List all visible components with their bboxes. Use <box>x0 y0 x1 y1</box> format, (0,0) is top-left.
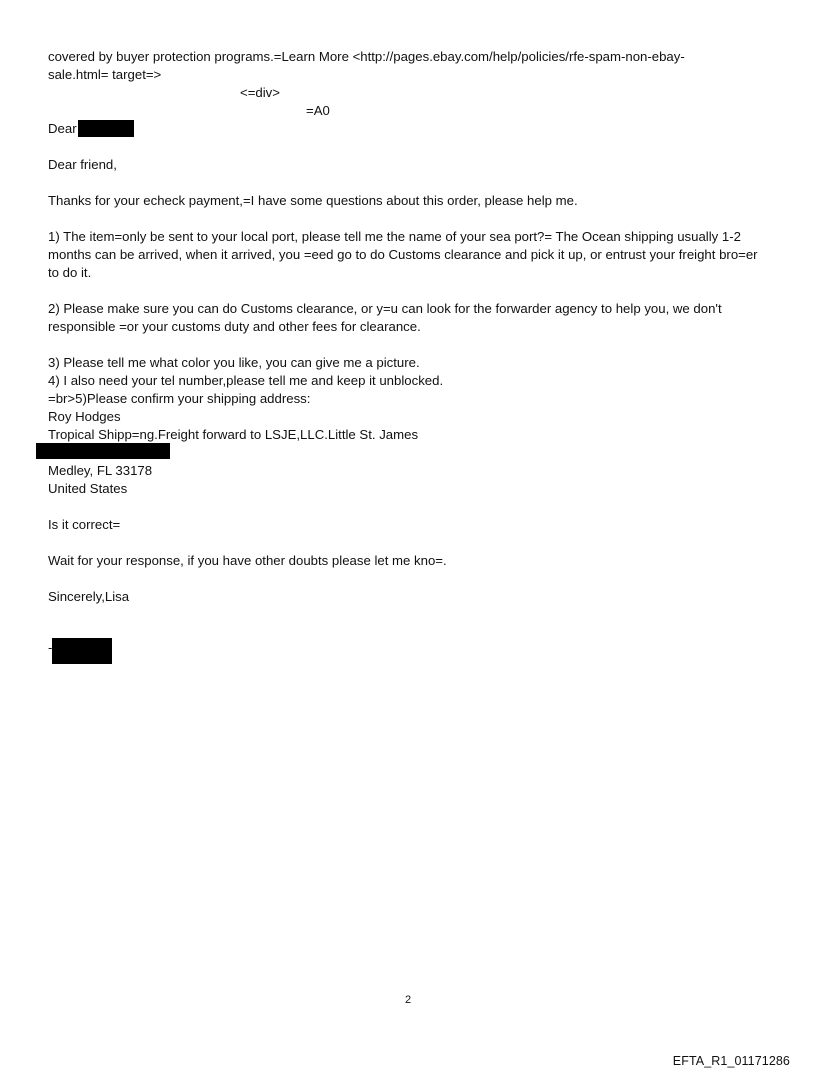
redaction-box-address <box>36 443 170 459</box>
bates-number: EFTA_R1_01171286 <box>672 1054 790 1068</box>
page-number: 2 <box>404 994 412 1006</box>
address-company: Tropical Shipp=ng.Freight forward to LSJE,LLC.Little St. James <box>48 427 419 442</box>
dear-line <box>48 120 768 138</box>
redaction-box <box>78 120 134 137</box>
div-tag-fragment: <=div> <box>240 85 280 100</box>
point-3: 3) Please tell me what color you like, you can give me a picture. <box>48 355 420 370</box>
a0-fragment: =A0 <box>306 103 330 118</box>
email-body <box>48 48 768 606</box>
point-1-paragraph: 1) The item=only be sent to your local port, please tell me the name of your sea port?= The Ocean shipping usually 1-2 months can be arrived, when it arrived, you =eed go to do Customs clearance and pick it up, or entrust your freight bro=er to do it. <box>48 229 758 280</box>
address-country: United States <box>48 481 128 496</box>
question-line: Is it correct= <box>48 517 121 532</box>
signoff: Sincerely,Lisa <box>48 589 130 604</box>
ebay-notice-line-1: covered by buyer protection programs.=Learn More <http://pages.ebay.com/help/policies/rfe-spam-non-ebay- <box>48 49 685 64</box>
thanks-paragraph: Thanks for your echeck payment,=I have some questions about this order, please help me. <box>48 193 578 208</box>
signature-dash: - <box>48 640 53 655</box>
greeting: Dear friend, <box>48 157 117 172</box>
point-2-paragraph: 2) Please make sure you can do Customs clearance, or y=u can look for the forwarder agency to help you, we don't responsible =or your customs duty and other fees for clearance. <box>48 301 722 334</box>
redaction-box-signature <box>52 638 112 664</box>
address-name: Roy Hodges <box>48 409 121 424</box>
ebay-notice-line-2: sale.html= target=> <box>48 67 162 82</box>
address-city: Medley, FL 33178 <box>48 463 153 478</box>
wait-line: Wait for your response, if you have other doubts please let me kno=. <box>48 553 447 568</box>
point-4: 4) I also need your tel number,please tell me and keep it unblocked. <box>48 373 444 388</box>
dear-prefix: Dear <box>48 121 77 136</box>
point-5: =br>5)Please confirm your shipping address: <box>48 391 311 406</box>
